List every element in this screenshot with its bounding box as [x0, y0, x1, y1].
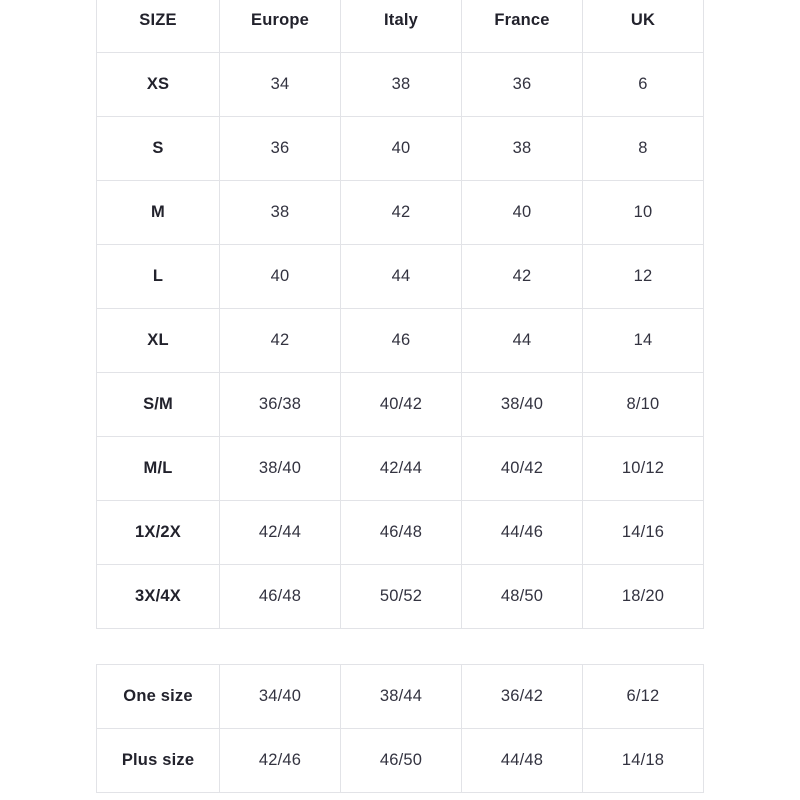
row-label: M/L — [97, 437, 220, 501]
cell-uk: 14/16 — [582, 501, 703, 565]
cell-italy: 38 — [341, 53, 462, 117]
cell-france: 38 — [462, 117, 583, 181]
table-row — [97, 53, 704, 117]
column-header-france: France — [462, 0, 583, 53]
cell-uk: 18/20 — [582, 565, 703, 629]
cell-uk: 10 — [582, 181, 703, 245]
column-header-italy: Italy — [341, 0, 462, 53]
cell-france: 48/50 — [462, 565, 583, 629]
cell-france: 44/48 — [462, 729, 583, 793]
cell-europe: 40 — [220, 245, 341, 309]
row-label: XS — [97, 53, 220, 117]
cell-france: 36/42 — [462, 665, 583, 729]
size-conversion-table-container — [96, 0, 704, 629]
cell-france: 40 — [462, 181, 583, 245]
table-header — [97, 0, 704, 53]
table-row — [97, 565, 704, 629]
row-label: S/M — [97, 373, 220, 437]
column-header-size: SIZE — [97, 0, 220, 53]
row-label: Plus size — [97, 729, 220, 793]
cell-uk: 12 — [582, 245, 703, 309]
cell-italy: 46 — [341, 309, 462, 373]
table-header-row — [97, 0, 704, 53]
cell-france: 38/40 — [462, 373, 583, 437]
row-label: S — [97, 117, 220, 181]
cell-france: 42 — [462, 245, 583, 309]
cell-france: 44/46 — [462, 501, 583, 565]
table-row — [97, 309, 704, 373]
row-label: L — [97, 245, 220, 309]
cell-italy: 42/44 — [341, 437, 462, 501]
cell-europe: 38/40 — [220, 437, 341, 501]
row-label: 1X/2X — [97, 501, 220, 565]
cell-italy: 42 — [341, 181, 462, 245]
column-header-europe: Europe — [220, 0, 341, 53]
cell-italy: 38/44 — [341, 665, 462, 729]
cell-europe: 34 — [220, 53, 341, 117]
cell-france: 44 — [462, 309, 583, 373]
cell-italy: 46/48 — [341, 501, 462, 565]
cell-uk: 6 — [582, 53, 703, 117]
table-row — [97, 501, 704, 565]
table-row — [97, 729, 704, 793]
cell-europe: 42/46 — [220, 729, 341, 793]
table-row — [97, 181, 704, 245]
cell-europe: 46/48 — [220, 565, 341, 629]
row-label: XL — [97, 309, 220, 373]
cell-uk: 6/12 — [582, 665, 703, 729]
cell-europe: 38 — [220, 181, 341, 245]
cell-europe: 36/38 — [220, 373, 341, 437]
cell-italy: 40 — [341, 117, 462, 181]
cell-italy: 46/50 — [341, 729, 462, 793]
table-body — [97, 665, 704, 793]
cell-france: 36 — [462, 53, 583, 117]
cell-uk: 8 — [582, 117, 703, 181]
cell-uk: 10/12 — [582, 437, 703, 501]
table-row — [97, 245, 704, 309]
cell-france: 40/42 — [462, 437, 583, 501]
cell-uk: 14 — [582, 309, 703, 373]
cell-uk: 8/10 — [582, 373, 703, 437]
table-row — [97, 437, 704, 501]
one-size-table — [96, 664, 704, 793]
column-header-uk: UK — [582, 0, 703, 53]
table-row — [97, 117, 704, 181]
table-body — [97, 53, 704, 629]
cell-italy: 50/52 — [341, 565, 462, 629]
one-size-table-container — [96, 664, 704, 793]
size-conversion-table — [96, 0, 704, 629]
cell-europe: 42/44 — [220, 501, 341, 565]
cell-europe: 34/40 — [220, 665, 341, 729]
table-row — [97, 373, 704, 437]
cell-europe: 36 — [220, 117, 341, 181]
cell-uk: 14/18 — [582, 729, 703, 793]
row-label: 3X/4X — [97, 565, 220, 629]
cell-europe: 42 — [220, 309, 341, 373]
cell-italy: 44 — [341, 245, 462, 309]
cell-italy: 40/42 — [341, 373, 462, 437]
table-row — [97, 665, 704, 729]
row-label: M — [97, 181, 220, 245]
row-label: One size — [97, 665, 220, 729]
